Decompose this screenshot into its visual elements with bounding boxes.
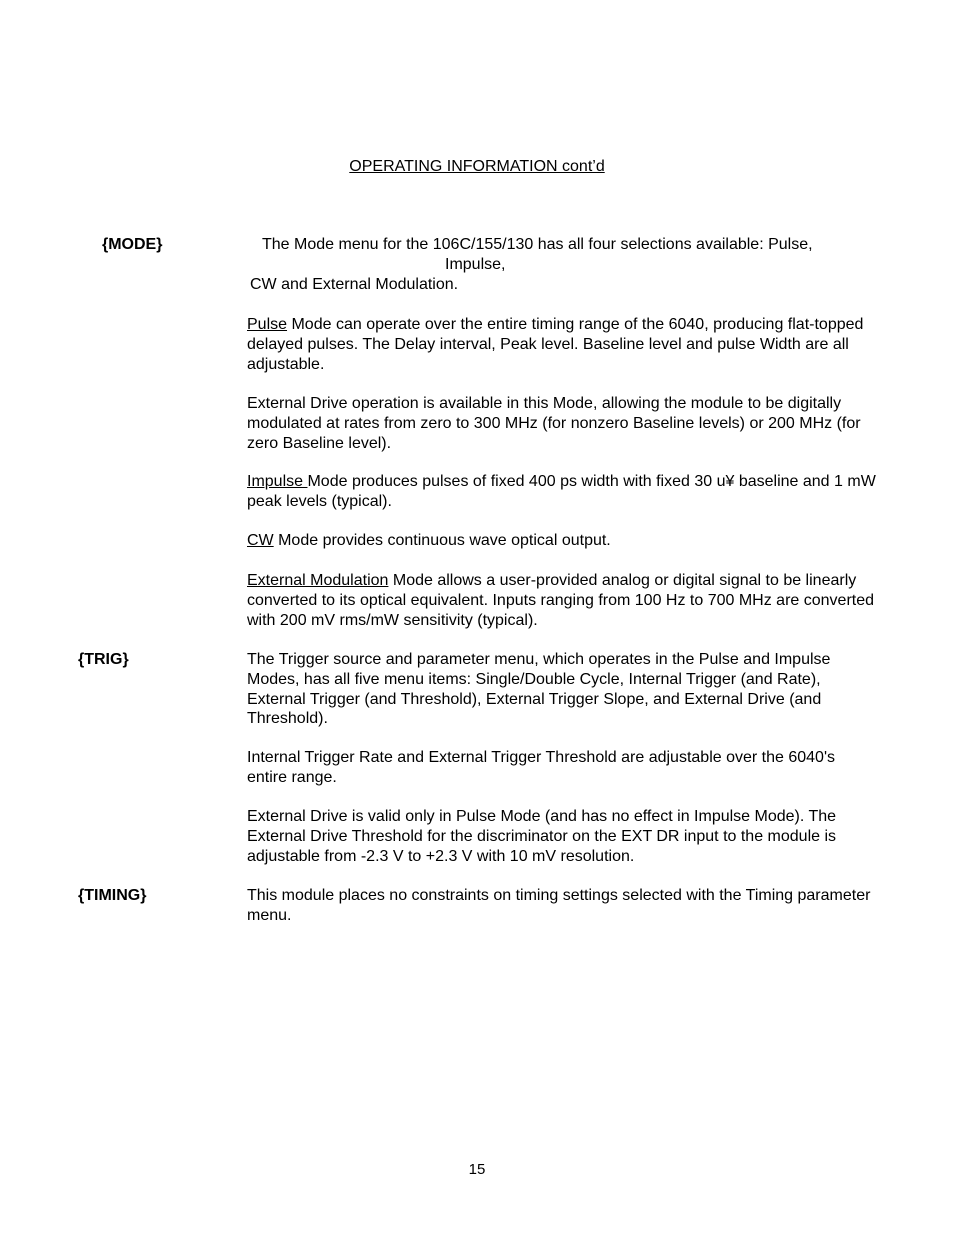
pulse-text: Mode can operate over the entire timing range of the 6040, producing flat-topped delayed pulses. The Delay interval, Peak level. Baseline level and pulse Width are all adjustable. (247, 316, 864, 373)
impulse-term: Impulse (247, 473, 308, 490)
trig-label: {TRIG} (78, 651, 129, 668)
mode-intro-line3: CW and External Modulation. (250, 276, 459, 293)
timing-label: {TIMING} (78, 887, 147, 904)
external-drive-paragraph: External Drive operation is available in this Mode, allowing the module to be digitally modulated at rates from zero to 300 MHz (for nonzero Baseline levels) or 200 MHz (for zero Baseline level). (247, 395, 861, 452)
trig-paragraph-3: External Drive is valid only in Pulse Mode (and has no effect in Impulse Mode). The External Drive Threshold for the discriminator on the EXT DR input to the module is adjustable from -2.3 V to +2.3 V with 10 mV resolution. (247, 808, 837, 865)
cw-term: CW (247, 532, 274, 549)
pulse-term: Pulse (247, 316, 288, 333)
mode-label: {MODE} (102, 236, 163, 253)
trig-paragraph-1: The Trigger source and parameter menu, which operates in the Pulse and Impulse Modes, has all five menu items: Single/Double Cycle, Internal Trigger (and Rate), External Trigger (and Threshold), External Trigger Slope, and External Drive (and Threshold). (247, 651, 831, 728)
external-modulation-paragraph (247, 571, 877, 630)
mode-intro-line2: Impulse, (445, 256, 506, 273)
timing-paragraph: This module places no constraints on timing settings selected with the Timing parameter menu. (247, 887, 871, 924)
page-heading: OPERATING INFORMATION cont’d (349, 158, 605, 175)
cw-mode-paragraph (247, 531, 877, 551)
extmod-text: Mode allows a user-provided analog or digital signal to be linearly converted to its optical equivalent. Inputs ranging from 100 Hz to 700 MHz are converted with 200 mV rms/mW sensitivity (typical). (247, 572, 875, 629)
trig-paragraph-2: Internal Trigger Rate and External Trigger Threshold are adjustable over the 6040's entire range. (247, 749, 835, 786)
extmod-term: External Modulation (247, 572, 389, 589)
pulse-mode-paragraph (247, 315, 877, 374)
impulse-text: Mode produces pulses of fixed 400 ps width with fixed 30 u¥ baseline and 1 mW peak levels (typical). (247, 473, 876, 510)
cw-text: Mode provides continuous wave optical output. (273, 532, 611, 549)
page-number: 15 (468, 1161, 486, 1178)
mode-intro-line1: The Mode menu for the 106C/155/130 has all four selections available: Pulse, (262, 236, 813, 253)
impulse-mode-paragraph (247, 472, 877, 512)
